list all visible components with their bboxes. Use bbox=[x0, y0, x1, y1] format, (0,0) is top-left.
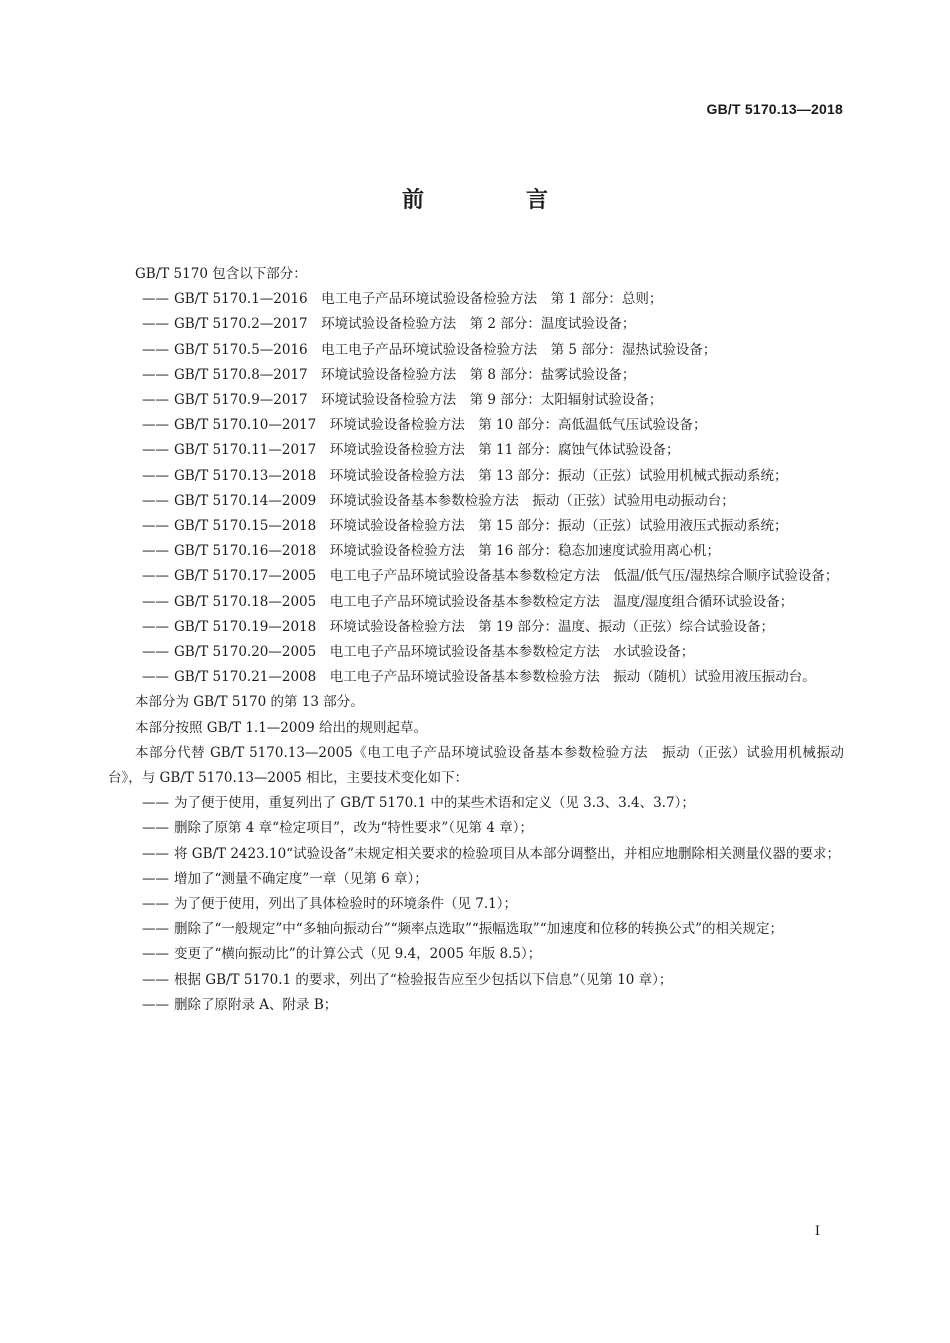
list-dash: —— bbox=[142, 870, 169, 887]
part-item-text: GB/T 5170.18—2005 电工电子产品环境试验设备基本参数检定方法 温度/湿度组合循环试验设备； bbox=[174, 593, 794, 610]
intro-paragraph: GB/T 5170 包含以下部分： bbox=[135, 266, 307, 282]
part-item bbox=[108, 640, 844, 665]
change-item-text: 增加了“测量不确定度”一章（见第 6 章）； bbox=[174, 870, 428, 887]
change-item bbox=[108, 791, 844, 816]
list-dash: —— bbox=[142, 392, 169, 409]
part-item-text: GB/T 5170.11—2017 环境试验设备检验方法 第 11 部分：腐蚀气体试验设备； bbox=[174, 442, 680, 459]
list-dash: —— bbox=[142, 316, 169, 333]
part-item-text: GB/T 5170.20—2005 电工电子产品环境试验设备基本参数检定方法 水试验设备； bbox=[174, 644, 695, 661]
part-item-text: GB/T 5170.9—2017 环境试验设备检验方法 第 9 部分：太阳辐射试验设备； bbox=[174, 392, 663, 409]
page-number: I bbox=[814, 1224, 820, 1239]
part-item bbox=[108, 388, 844, 413]
list-dash: —— bbox=[142, 568, 169, 585]
change-item-text: 将 GB/T 2423.10“试验设备”未规定相关要求的检验项目从本部分调整出，并相应地删除相关测量仪器的要求； bbox=[174, 845, 840, 862]
part-item-text: GB/T 5170.21—2008 电工电子产品环境试验设备基本参数检验方法 振动（随机）试验用液压振动台。 bbox=[174, 669, 816, 686]
part-item bbox=[108, 464, 844, 489]
document-body bbox=[108, 262, 844, 1018]
part-item bbox=[108, 615, 844, 640]
list-dash: —— bbox=[142, 820, 169, 837]
list-dash: —— bbox=[142, 618, 169, 635]
list-dash: —— bbox=[142, 845, 169, 862]
part-item-text: GB/T 5170.5—2016 电工电子产品环境试验设备检验方法 第 5 部分：湿热试验设备； bbox=[174, 341, 717, 358]
parts-list bbox=[108, 287, 844, 690]
part-item-text: GB/T 5170.15—2018 环境试验设备检验方法 第 15 部分：振动（正弦）试验用液压式振动系统； bbox=[174, 518, 788, 535]
list-dash: —— bbox=[142, 518, 169, 535]
change-item bbox=[108, 816, 844, 841]
part-paragraph: 本部分为 GB/T 5170 的第 13 部分。 bbox=[135, 694, 364, 711]
list-dash: —— bbox=[142, 442, 169, 459]
replace-paragraph: 本部分代替 GB/T 5170.13—2005《电工电子产品环境试验设备基本参数检验方法 振动（正弦）试验用机械振动台》，与 GB/T 5170.13—2005 相比，主要技术变化如下： bbox=[108, 744, 844, 787]
list-dash: —— bbox=[142, 921, 169, 938]
change-item bbox=[108, 892, 844, 917]
change-item bbox=[108, 842, 844, 867]
part-item-text: GB/T 5170.10—2017 环境试验设备检验方法 第 10 部分：高低温低气压试验设备； bbox=[174, 417, 707, 434]
list-dash: —— bbox=[142, 946, 169, 963]
part-item-text: GB/T 5170.14—2009 环境试验设备基本参数检验方法 振动（正弦）试验用电动振动台； bbox=[174, 492, 735, 509]
part-item-text: GB/T 5170.13—2018 环境试验设备检验方法 第 13 部分：振动（正弦）试验用机械式振动系统； bbox=[174, 467, 788, 484]
change-item bbox=[108, 993, 844, 1018]
standard-number: GB/T 5170.13—2018 bbox=[706, 101, 843, 117]
change-item-text: 为了便于使用，重复列出了 GB/T 5170.1 中的某些术语和定义（见 3.3、3.4、3.7）； bbox=[174, 795, 695, 812]
part-item bbox=[108, 564, 844, 589]
change-item bbox=[108, 968, 844, 993]
part-item-text: GB/T 5170.8—2017 环境试验设备检验方法 第 8 部分：盐雾试验设备； bbox=[174, 366, 636, 383]
change-item-text: 为了便于使用，列出了具体检验时的环境条件（见 7.1）； bbox=[174, 896, 518, 913]
changes-list bbox=[108, 791, 844, 1018]
rules-paragraph: 本部分按照 GB/T 1.1—2009 给出的规则起草。 bbox=[135, 719, 427, 736]
list-dash: —— bbox=[142, 291, 169, 308]
list-dash: —— bbox=[142, 593, 169, 610]
part-item-text: GB/T 5170.2—2017 环境试验设备检验方法 第 2 部分：温度试验设备； bbox=[174, 316, 636, 333]
list-dash: —— bbox=[142, 996, 169, 1013]
part-item bbox=[108, 338, 844, 363]
page-title: 前 言 bbox=[401, 188, 588, 213]
list-dash: —— bbox=[142, 971, 169, 988]
change-item-text: 删除了“一般规定”中“多轴向振动台”“频率点选取”“振幅选取”“加速度和位移的转换公式”的相关规定； bbox=[174, 921, 784, 938]
part-item bbox=[108, 438, 844, 463]
list-dash: —— bbox=[142, 341, 169, 358]
part-item-text: GB/T 5170.19—2018 环境试验设备检验方法 第 19 部分：温度、振动（正弦）综合试验设备； bbox=[174, 618, 774, 635]
part-item-text: GB/T 5170.17—2005 电工电子产品环境试验设备基本参数检定方法 低温/低气压/湿热综合顺序试验设备； bbox=[174, 568, 839, 585]
list-dash: —— bbox=[142, 417, 169, 434]
part-item bbox=[108, 514, 844, 539]
change-item bbox=[108, 917, 844, 942]
part-item bbox=[108, 665, 844, 690]
list-dash: —— bbox=[142, 543, 169, 560]
part-item bbox=[108, 312, 844, 337]
part-item bbox=[108, 413, 844, 438]
part-item bbox=[108, 287, 844, 312]
part-item bbox=[108, 489, 844, 514]
list-dash: —— bbox=[142, 492, 169, 509]
list-dash: —— bbox=[142, 644, 169, 661]
change-item bbox=[108, 942, 844, 967]
part-item-text: GB/T 5170.16—2018 环境试验设备检验方法 第 16 部分：稳态加速度试验用离心机； bbox=[174, 543, 720, 560]
change-item-text: 变更了“横向振动比”的计算公式（见 9.4，2005 年版 8.5）； bbox=[174, 946, 542, 963]
change-item-text: 删除了原附录 A、附录 B； bbox=[174, 996, 338, 1013]
list-dash: —— bbox=[142, 467, 169, 484]
change-item-text: 根据 GB/T 5170.1 的要求，列出了“检验报告应至少包括以下信息”（见第 10 章）； bbox=[174, 971, 673, 988]
change-item-text: 删除了原第 4 章“检定项目”，改为“特性要求”（见第 4 章）； bbox=[174, 820, 533, 837]
change-item bbox=[108, 867, 844, 892]
part-item bbox=[108, 363, 844, 388]
part-item-text: GB/T 5170.1—2016 电工电子产品环境试验设备检验方法 第 1 部分：总则； bbox=[174, 291, 663, 308]
list-dash: —— bbox=[142, 669, 169, 686]
part-item bbox=[108, 539, 844, 564]
part-item bbox=[108, 590, 844, 615]
list-dash: —— bbox=[142, 896, 169, 913]
list-dash: —— bbox=[142, 795, 169, 812]
list-dash: —— bbox=[142, 366, 169, 383]
